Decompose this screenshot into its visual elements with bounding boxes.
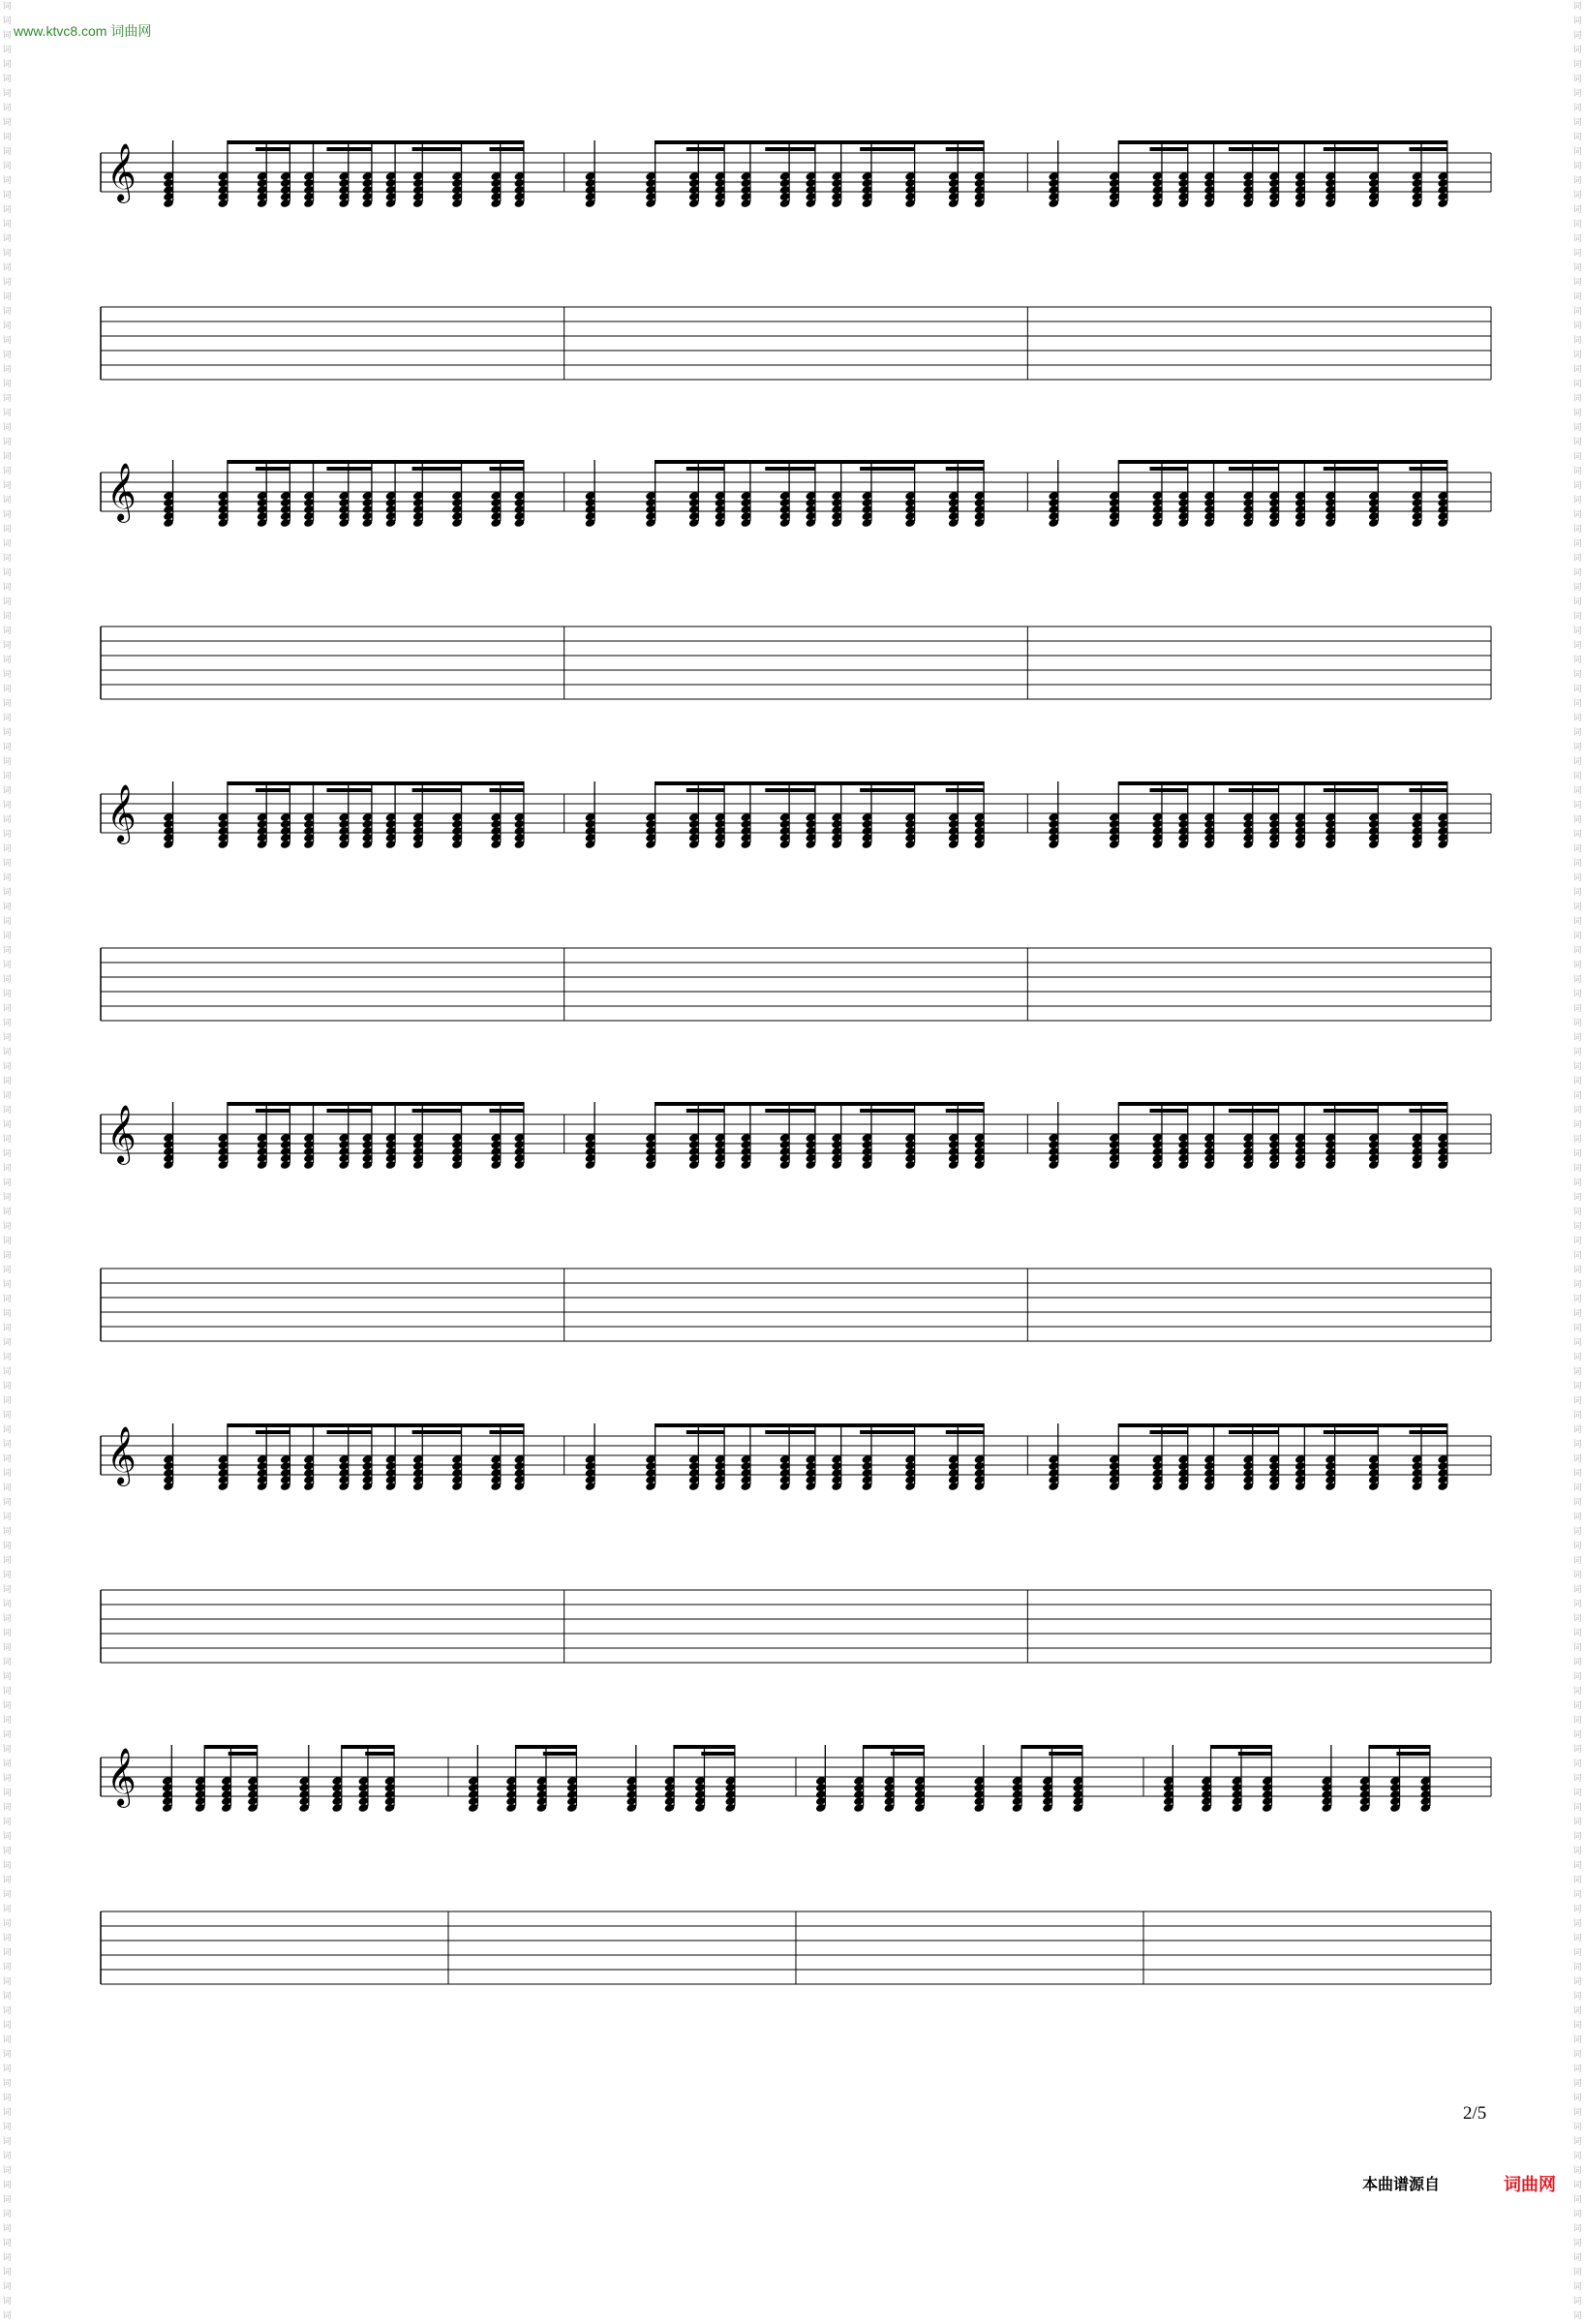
- beam-secondary: [1409, 1109, 1447, 1113]
- beam: [1369, 1745, 1430, 1749]
- beam-secondary: [1324, 788, 1379, 792]
- beam: [228, 781, 289, 785]
- beam: [1188, 781, 1279, 785]
- beam: [915, 1423, 984, 1427]
- beam: [724, 781, 815, 785]
- treble-clef-icon: 𝄞: [107, 1105, 137, 1163]
- beam: [372, 1102, 462, 1106]
- beam: [1118, 140, 1187, 144]
- beam: [1279, 781, 1379, 785]
- beam: [915, 140, 984, 144]
- treble-clef-icon: 𝄞: [107, 1748, 137, 1806]
- beam-secondary: [1149, 1430, 1187, 1434]
- beam-secondary: [490, 147, 524, 151]
- beam: [724, 1423, 815, 1427]
- beam: [342, 1745, 394, 1749]
- beam: [1279, 460, 1379, 464]
- beam: [462, 781, 524, 785]
- beam-secondary: [860, 147, 915, 151]
- beam-secondary: [765, 467, 815, 471]
- beam: [724, 1102, 815, 1106]
- beam: [372, 140, 462, 144]
- beam-secondary: [490, 467, 524, 471]
- beam-secondary: [326, 467, 372, 471]
- beam-secondary: [946, 467, 984, 471]
- beam: [1378, 1423, 1447, 1427]
- beam-secondary: [1229, 467, 1279, 471]
- beam-secondary: [412, 147, 462, 151]
- beam: [1279, 1102, 1379, 1106]
- beam: [1188, 140, 1279, 144]
- beam-secondary: [946, 1109, 984, 1113]
- beam: [815, 781, 915, 785]
- beam-secondary: [1229, 147, 1279, 151]
- beam-secondary: [412, 788, 462, 792]
- beam-secondary: [1324, 1430, 1379, 1434]
- beam: [1188, 460, 1279, 464]
- beam: [815, 140, 915, 144]
- beam: [228, 460, 289, 464]
- beam-secondary: [946, 147, 984, 151]
- beam-secondary: [686, 788, 724, 792]
- beam-secondary: [326, 1109, 372, 1113]
- beam-secondary: [412, 1430, 462, 1434]
- beam: [1378, 460, 1447, 464]
- beam-secondary: [490, 1109, 524, 1113]
- beam-secondary: [686, 147, 724, 151]
- beam: [372, 460, 462, 464]
- beam-secondary: [1324, 1109, 1379, 1113]
- beam: [1188, 1102, 1279, 1106]
- beam-secondary: [1229, 1109, 1279, 1113]
- beam-secondary: [1396, 1752, 1430, 1756]
- beam-secondary: [686, 1430, 724, 1434]
- beam-secondary: [765, 1109, 815, 1113]
- footer-source-text: 本曲谱源自: [1362, 2175, 1441, 2193]
- beam-secondary: [256, 147, 289, 151]
- beam: [655, 781, 724, 785]
- beam: [372, 1423, 462, 1427]
- beam: [289, 1423, 372, 1427]
- beam-secondary: [1149, 147, 1187, 151]
- beam-secondary: [1049, 1752, 1082, 1756]
- treble-clef-icon: 𝄞: [107, 784, 137, 842]
- beam: [864, 1745, 925, 1749]
- beam-secondary: [686, 1109, 724, 1113]
- beam: [289, 460, 372, 464]
- beam-secondary: [1409, 147, 1447, 151]
- beam-secondary: [686, 467, 724, 471]
- beam-secondary: [765, 788, 815, 792]
- beam-secondary: [1149, 1109, 1187, 1113]
- beam: [655, 140, 724, 144]
- beam: [289, 1102, 372, 1106]
- beam-secondary: [490, 788, 524, 792]
- beam-secondary: [1324, 147, 1379, 151]
- beam-secondary: [701, 1752, 735, 1756]
- beam-secondary: [365, 1752, 394, 1756]
- beam: [1211, 1745, 1272, 1749]
- beam: [462, 1102, 524, 1106]
- beam: [724, 140, 815, 144]
- beam: [1118, 781, 1187, 785]
- beam-secondary: [326, 788, 372, 792]
- beam: [1118, 1423, 1187, 1427]
- beam: [674, 1745, 735, 1749]
- beam: [372, 781, 462, 785]
- beam: [724, 460, 815, 464]
- beam-secondary: [412, 1109, 462, 1113]
- beam: [1279, 1423, 1379, 1427]
- beam-secondary: [765, 147, 815, 151]
- beam: [815, 1423, 915, 1427]
- beam-secondary: [1238, 1752, 1272, 1756]
- beam-secondary: [946, 788, 984, 792]
- beam-secondary: [490, 1430, 524, 1434]
- treble-clef-icon: 𝄞: [107, 143, 137, 201]
- beam-secondary: [891, 1752, 925, 1756]
- beam-secondary: [256, 1430, 289, 1434]
- beam-secondary: [860, 467, 915, 471]
- beam-secondary: [1409, 467, 1447, 471]
- beam: [655, 1423, 724, 1427]
- beam-secondary: [1324, 467, 1379, 471]
- beam: [204, 1745, 257, 1749]
- beam: [1021, 1745, 1082, 1749]
- beam-secondary: [1409, 788, 1447, 792]
- beam-secondary: [543, 1752, 577, 1756]
- beam: [228, 140, 289, 144]
- side-watermark-right: 词 词 词 词 词 词 词 词 词 词 词 词 词 词 词 词 词 词 词 词 词 词 词 词 词 词 词 词 词 词 词 词 词 词 词 词 词 词 词 词 词 词 词 词 词 词 词 词 词 词 词 词 词 词 词 词 词 词 词 词 词 词 词 词 词 词 词 词 词 词 词 词 词 词 词 词 词 词 词 词 词 词 词 词 词 词 词 词 词 词 词 词 词 词 词 词 词 词 词 词 词 词 词 词 词 词 词 词 词 词 词 词 词 词 词 词 词 词 词 词 词 词 词 词 词 词 词 词 词 词 词 词 词 词 词 词 词 词 词 词 词 词 词 词 词 词 词 词 词 词 词 词 词 词 词 词 词 词 词 词: [1572, 2, 1582, 2321]
- beam: [1188, 1423, 1279, 1427]
- beam: [462, 460, 524, 464]
- beam-secondary: [1229, 1430, 1279, 1434]
- beam: [228, 1423, 289, 1427]
- beam: [655, 460, 724, 464]
- beam-secondary: [1149, 788, 1187, 792]
- beam-secondary: [256, 467, 289, 471]
- beam-secondary: [256, 788, 289, 792]
- beam-secondary: [1409, 1430, 1447, 1434]
- beam: [1118, 460, 1187, 464]
- beam: [655, 1102, 724, 1106]
- beam-secondary: [1229, 788, 1279, 792]
- beam-secondary: [256, 1109, 289, 1113]
- treble-clef-icon: 𝄞: [107, 463, 137, 521]
- beam-secondary: [765, 1430, 815, 1434]
- beam: [289, 781, 372, 785]
- page-number: 2/5: [1463, 2103, 1487, 2124]
- beam-secondary: [412, 467, 462, 471]
- beam: [915, 460, 984, 464]
- beam: [1378, 140, 1447, 144]
- beam-secondary: [860, 1430, 915, 1434]
- beam: [516, 1745, 577, 1749]
- beam: [1378, 1102, 1447, 1106]
- footer-brand-logo: 词曲网: [1504, 2175, 1556, 2195]
- beam: [289, 140, 372, 144]
- beam-secondary: [326, 147, 372, 151]
- beam-secondary: [946, 1430, 984, 1434]
- beam: [915, 1102, 984, 1106]
- beam: [462, 140, 524, 144]
- side-watermark-left: 词 词 词 词 词 词 词 词 词 词 词 词 词 词 词 词 词 词 词 词 词 词 词 词 词 词 词 词 词 词 词 词 词 词 词 词 词 词 词 词 词 词 词 词 词 词 词 词 词 词 词 词 词 词 词 词 词 词 词 词 词 词 词 词 词 词 词 词 词 词 词 词 词 词 词 词 词 词 词 词 词 词 词 词 词 词 词 词 词 词 词 词 词 词 词 词 词 词 词 词 词 词 词 词 词 词 词 词 词 词 词 词 词 词 词 词 词 词 词 词 词 词 词 词 词 词 词 词 词 词 词 词 词 词 词 词 词 词 词 词 词 词 词 词 词 词 词 词 词 词 词 词 词 词 词 词 词 词 词 词: [2, 2, 12, 2321]
- beam: [1118, 1102, 1187, 1106]
- treble-clef-icon: 𝄞: [107, 1426, 137, 1484]
- beam: [815, 460, 915, 464]
- beam: [228, 1102, 289, 1106]
- beam: [462, 1423, 524, 1427]
- beam-secondary: [860, 1109, 915, 1113]
- site-watermark: www.ktvc8.com 词曲网: [14, 23, 152, 39]
- beam: [915, 781, 984, 785]
- beam-secondary: [860, 788, 915, 792]
- beam-secondary: [1149, 467, 1187, 471]
- beam: [1378, 781, 1447, 785]
- beam: [1279, 140, 1379, 144]
- beam-secondary: [326, 1430, 372, 1434]
- beam: [815, 1102, 915, 1106]
- beam-secondary: [228, 1752, 258, 1756]
